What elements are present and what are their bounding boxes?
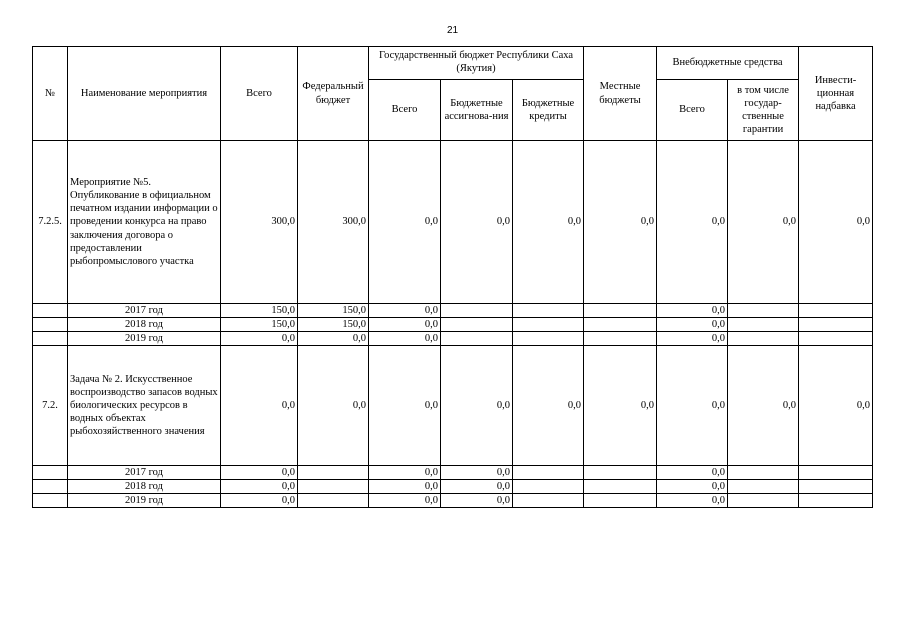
year-value bbox=[584, 480, 657, 494]
year-value: 0,0 bbox=[657, 480, 728, 494]
row-value: 0,0 bbox=[584, 346, 657, 466]
year-value: 0,0 bbox=[221, 480, 298, 494]
year-row-code bbox=[33, 332, 68, 346]
year-value bbox=[298, 466, 369, 480]
year-value bbox=[799, 466, 873, 480]
year-row bbox=[33, 494, 873, 508]
year-value bbox=[513, 304, 584, 318]
header-total: Всего bbox=[221, 47, 298, 141]
row-code: 7.2. bbox=[33, 346, 68, 466]
year-value bbox=[728, 466, 799, 480]
year-value bbox=[584, 304, 657, 318]
row-value: 0,0 bbox=[513, 346, 584, 466]
year-value bbox=[513, 494, 584, 508]
year-value: 0,0 bbox=[369, 304, 441, 318]
row-value: 0,0 bbox=[728, 141, 799, 304]
year-value bbox=[441, 332, 513, 346]
year-value: 0,0 bbox=[441, 466, 513, 480]
year-value bbox=[513, 466, 584, 480]
year-value: 0,0 bbox=[657, 494, 728, 508]
row-value: 0,0 bbox=[298, 346, 369, 466]
table-row bbox=[33, 141, 873, 304]
year-row bbox=[33, 304, 873, 318]
header-state-total: Всего bbox=[369, 80, 441, 141]
year-row-code bbox=[33, 318, 68, 332]
year-value bbox=[799, 480, 873, 494]
row-value: 300,0 bbox=[221, 141, 298, 304]
year-value: 0,0 bbox=[298, 332, 369, 346]
year-value bbox=[728, 480, 799, 494]
row-code: 7.2.5. bbox=[33, 141, 68, 304]
year-value bbox=[584, 494, 657, 508]
row-value: 0,0 bbox=[221, 346, 298, 466]
year-value bbox=[799, 318, 873, 332]
year-label: 2017 год bbox=[68, 466, 221, 480]
budget-table bbox=[32, 46, 873, 508]
year-value bbox=[728, 304, 799, 318]
year-value bbox=[513, 332, 584, 346]
header-state-assignments: Бюджетные ассигнова-ния bbox=[441, 80, 513, 141]
header-extra-guarantees: в том числе государ-ственные гарантии bbox=[728, 80, 799, 141]
header-state-credits: Бюджетные кредиты bbox=[513, 80, 584, 141]
year-value bbox=[728, 332, 799, 346]
row-value: 0,0 bbox=[441, 141, 513, 304]
year-row bbox=[33, 480, 873, 494]
year-value bbox=[441, 318, 513, 332]
year-label: 2019 год bbox=[68, 494, 221, 508]
table-row bbox=[33, 346, 873, 466]
row-value: 0,0 bbox=[657, 141, 728, 304]
year-value: 0,0 bbox=[221, 494, 298, 508]
header-local: Местные бюджеты bbox=[584, 47, 657, 141]
row-value: 0,0 bbox=[799, 346, 873, 466]
year-value: 0,0 bbox=[369, 466, 441, 480]
year-value: 0,0 bbox=[369, 494, 441, 508]
year-value bbox=[441, 304, 513, 318]
year-value: 0,0 bbox=[657, 466, 728, 480]
year-row bbox=[33, 466, 873, 480]
row-value: 0,0 bbox=[657, 346, 728, 466]
row-value: 0,0 bbox=[369, 346, 441, 466]
year-value: 0,0 bbox=[369, 480, 441, 494]
row-value: 0,0 bbox=[728, 346, 799, 466]
year-value: 0,0 bbox=[657, 318, 728, 332]
year-value bbox=[799, 332, 873, 346]
year-value bbox=[584, 332, 657, 346]
header-num: № bbox=[33, 47, 68, 141]
year-value: 150,0 bbox=[221, 318, 298, 332]
header-extra-budget: Внебюджетные средства bbox=[657, 47, 799, 80]
year-value: 150,0 bbox=[221, 304, 298, 318]
year-value: 0,0 bbox=[657, 332, 728, 346]
year-row-code bbox=[33, 480, 68, 494]
year-label: 2017 год bbox=[68, 304, 221, 318]
header-extra-total: Всего bbox=[657, 80, 728, 141]
year-value bbox=[799, 304, 873, 318]
row-name: Мероприятие №5. Опубликование в официальном печатном издании информации о проведении конкурса на право заключения договора о предоставлении рыбопромыслового участка bbox=[68, 141, 221, 304]
year-row bbox=[33, 332, 873, 346]
year-value bbox=[298, 494, 369, 508]
year-value bbox=[584, 466, 657, 480]
row-value: 300,0 bbox=[298, 141, 369, 304]
year-value: 150,0 bbox=[298, 318, 369, 332]
year-label: 2019 год bbox=[68, 332, 221, 346]
year-value bbox=[513, 318, 584, 332]
year-value: 0,0 bbox=[657, 304, 728, 318]
year-value bbox=[799, 494, 873, 508]
header-name: Наименование мероприятия bbox=[68, 47, 221, 141]
header-invest: Инвести-ционная надбавка bbox=[799, 47, 873, 141]
year-label: 2018 год bbox=[68, 480, 221, 494]
year-row-code bbox=[33, 304, 68, 318]
year-value bbox=[728, 318, 799, 332]
header-federal: Федеральный бюджет bbox=[298, 47, 369, 141]
row-value: 0,0 bbox=[584, 141, 657, 304]
year-row-code bbox=[33, 466, 68, 480]
row-value: 0,0 bbox=[369, 141, 441, 304]
year-value: 0,0 bbox=[441, 480, 513, 494]
year-value bbox=[584, 318, 657, 332]
year-value bbox=[513, 480, 584, 494]
header-state-budget: Государственный бюджет Республики Саха (Якутия) bbox=[369, 47, 584, 80]
year-label: 2018 год bbox=[68, 318, 221, 332]
page-number: 21 bbox=[446, 25, 459, 36]
year-row-code bbox=[33, 494, 68, 508]
row-value: 0,0 bbox=[799, 141, 873, 304]
year-value: 0,0 bbox=[369, 318, 441, 332]
row-name: Задача № 2. Искусственное воспроизводство запасов водных биологических ресурсов в водных объектах рыбохозяйственного значения bbox=[68, 346, 221, 466]
year-value bbox=[728, 494, 799, 508]
year-value: 150,0 bbox=[298, 304, 369, 318]
year-value: 0,0 bbox=[221, 332, 298, 346]
year-value: 0,0 bbox=[441, 494, 513, 508]
row-value: 0,0 bbox=[513, 141, 584, 304]
year-row bbox=[33, 318, 873, 332]
year-value bbox=[298, 480, 369, 494]
row-value: 0,0 bbox=[441, 346, 513, 466]
year-value: 0,0 bbox=[221, 466, 298, 480]
year-value: 0,0 bbox=[369, 332, 441, 346]
